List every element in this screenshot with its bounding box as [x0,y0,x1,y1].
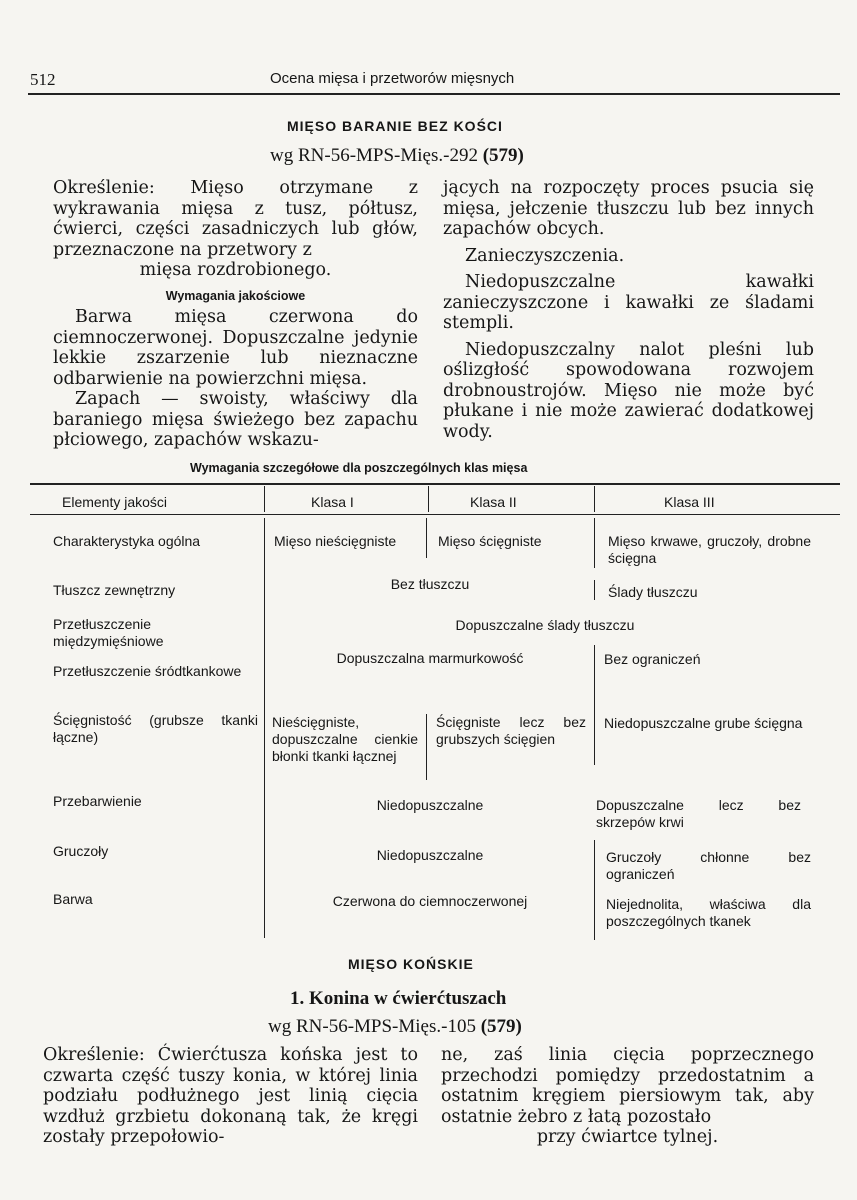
column-divider [594,518,595,568]
column-divider [426,714,427,780]
standard-ref: (579) [480,1016,522,1037]
header-divider [594,486,595,512]
mold-paragraph: Niedopuszczalny nalot pleśni lub oślizgłość spowodowana rozwojem drobnoustrojów. Mięso nie może być płukane i nie może zawierać dodatkowej wody. [443,339,814,442]
table-cell-class-1: Nieścięgniste, dopuszczalne cienkie błonki tkanki łącznej [272,714,418,764]
running-title: Ocena mięsa i przetworów mięsnych [270,70,515,87]
table-row-label: Przetłuszczenie śródtkankowe [53,663,242,679]
table-row-label: Przebarwienie [53,793,142,809]
column-divider [594,645,595,765]
horse-definition-continuation: ne, zaś linia cięcia poprzecznego przechodzi pomiędzy przedostatnim a ostatnim kręgiem piersiowym tak, aby ostatnie żebro z łatą pozostało [441,1045,814,1127]
table-row-label: Barwa [53,891,93,907]
color-paragraph: Barwa mięsa czerwona do ciemnoczerwonej. Dopuszczalne jedynie lekkie zszarzenie lub nieznaczne odbarwienie na powierzchni mięsa. [53,307,418,389]
header-rule [28,93,840,95]
standard-ref: (579) [482,145,524,166]
table-top-rule [30,483,840,485]
table-cell-class-1: Mięso nieścięgniste [274,533,397,549]
table-cell-class-3: Dopuszczalne lecz bez skrzepów krwi [596,797,801,830]
smell-continuation: jących na rozpoczęty proces psucia się mięsa, jełczenie tłuszczu lub bez innych zapachów obcych. [443,178,814,239]
table-cell-class-3: Mięso krwawe, gruczoły, drobne ścięgna [608,533,811,566]
table-row-label: Ścięgnistość (grubsze tkanki łączne) [53,712,258,745]
subsection-title [290,988,506,1010]
horse-definition: Określenie: Ćwierćtusza końska jest to czwarta część tuszy konia, w której linia podziału podłużnego jest linią cięcia wzdłuż grzbietu dokonaną tak, że kręgi zostały przepołowio- [43,1045,418,1147]
table-cell-class-1-2: Niedopuszczalne [376,847,484,863]
definition-end: mięsa rozdrobionego. [139,260,332,280]
column-header-class-2: Klasa II [470,494,517,510]
mutton-left-column [53,178,418,451]
table-cell-class-2: Mięso ścięgniste [438,533,542,549]
section-title-horse: MIĘSO KOŃSKIE [348,956,474,972]
header-divider [264,486,265,512]
table-row-label: Charakterystyka ogólna [53,533,201,549]
header-divider [428,486,429,512]
standard-line-mutton [270,145,524,167]
subsection-number: 1. [290,988,305,1009]
column-header-class-1: Klasa I [311,494,354,510]
mutton-right-column [443,178,814,442]
quality-subheading: Wymagania jakościowe [165,288,306,303]
table-cell-class-3: Ślady tłuszczu [608,584,698,600]
column-divider [264,518,265,938]
column-header-elements: Elementy jakości [62,494,168,510]
subsection-name: Konina w ćwierćtuszach [309,988,507,1009]
horse-right-column [441,1045,814,1148]
table-title: Wymagania szczegółowe dla poszczególnych klas mięsa [190,461,528,475]
table-cell-class-3: Niedopuszczalne grube ścięgna [604,715,803,731]
table-cell-class-3: Gruczoły chłonne bez ograniczeń [606,849,811,882]
column-divider [426,518,427,558]
standard-number: wg RN-56-MPS-Mięs.-292 [270,145,478,166]
horse-definition-end: przy ćwiartce tylnej. [536,1127,719,1147]
table-row-label: Przetłuszczenie międzymięśniowe [53,616,164,649]
table-row-label: Gruczoły [53,843,109,859]
definition-paragraph: Określenie: Mięso otrzymane z wykrawania mięsa z tusz, półtusz, ćwierci, części zasadniczych lub głów, przeznaczone na przetwory z [53,178,418,260]
column-divider [594,840,595,940]
section-title-mutton: MIĘSO BARANIE BEZ KOŚCI [287,118,503,134]
contamination-paragraph: Niedopuszczalne kawałki zanieczyszczone i kawałki ze śladami stempli. [443,272,814,333]
table-cell-class-1-2: Czerwona do ciemnoczerwonej [332,893,528,909]
horse-left-column [43,1045,418,1148]
column-header-class-3: Klasa III [664,494,715,510]
standard-number: wg RN-56-MPS-Mięs.-105 [268,1016,476,1037]
table-cell-class-2: Ścięgniste lecz bez grubszych ścięgien [436,714,586,747]
smell-paragraph: Zapach — swoisty, właściwy dla baraniego mięsa świeżego bez zapachu płciowego, zapachów wskazu- [53,389,418,450]
column-divider [594,580,595,600]
standard-line-horse [268,1016,522,1038]
table-cell-class-1-2: Bez tłuszczu [390,576,470,592]
contamination-heading: Zanieczyszczenia. [465,245,625,266]
table-cell-class-1-2: Dopuszczalna marmurkowość [336,650,524,666]
table-cell-class-3: Niejednolita, właściwa dla poszczególnych tkanek [606,896,811,929]
table-cell-class-3: Bez ograniczeń [604,651,701,667]
table-cell-class-1-2: Niedopuszczalne [376,797,484,813]
page-number: 512 [30,70,56,89]
table-header-rule [30,514,840,515]
table-row-label: Tłuszcz zewnętrzny [53,582,176,598]
table-cell-all-classes: Dopuszczalne ślady tłuszczu [455,617,635,633]
